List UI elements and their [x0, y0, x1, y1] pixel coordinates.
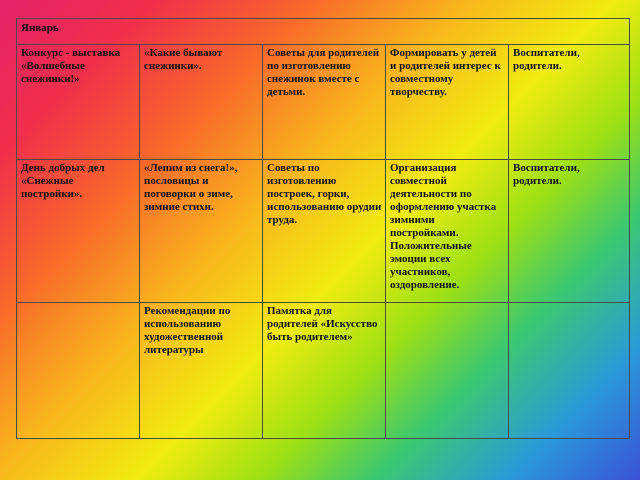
row3-material: Памятка для родителей «Искусство быть родителем» — [267, 305, 378, 343]
row2-event: День добрых дел «Снежные постройки». — [21, 162, 105, 200]
schedule-table — [16, 18, 630, 439]
column-divider — [262, 45, 263, 438]
column-divider — [385, 45, 386, 438]
month-title: Январь — [21, 22, 59, 34]
row2-goal: Организация совместной деятельности по оформлению участка зимними постройками. Положительные эмоции всех участников, оздоровление. — [390, 162, 497, 291]
row-divider — [17, 302, 629, 303]
column-divider — [508, 45, 509, 438]
row-divider — [17, 159, 629, 160]
row2-topic: «Лепим из снега!», пословицы и поговорки о зиме, зимние стихи. — [144, 162, 238, 213]
row1-goal: Формировать у детей и родителей интерес к совместному творчеству. — [390, 47, 501, 98]
row2-material: Советы по изготовлению построек, горки, использованию орудии труда. — [267, 162, 382, 226]
column-divider — [139, 45, 140, 438]
row1-event: Конкурс - выставка «Волшебные снежинки!» — [21, 47, 121, 85]
row2-responsible: Воспитатели, родители. — [513, 162, 580, 187]
row1-topic: «Какие бывают снежинки». — [144, 47, 223, 72]
row3-topic: Рекомендации по использованию художественной литературы — [144, 305, 231, 356]
row1-material: Советы для родителей по изготовлению снежинок вместе с детьми. — [267, 47, 380, 98]
month-header-row — [17, 19, 629, 45]
row1-responsible: Воспитатели, родители. — [513, 47, 580, 72]
